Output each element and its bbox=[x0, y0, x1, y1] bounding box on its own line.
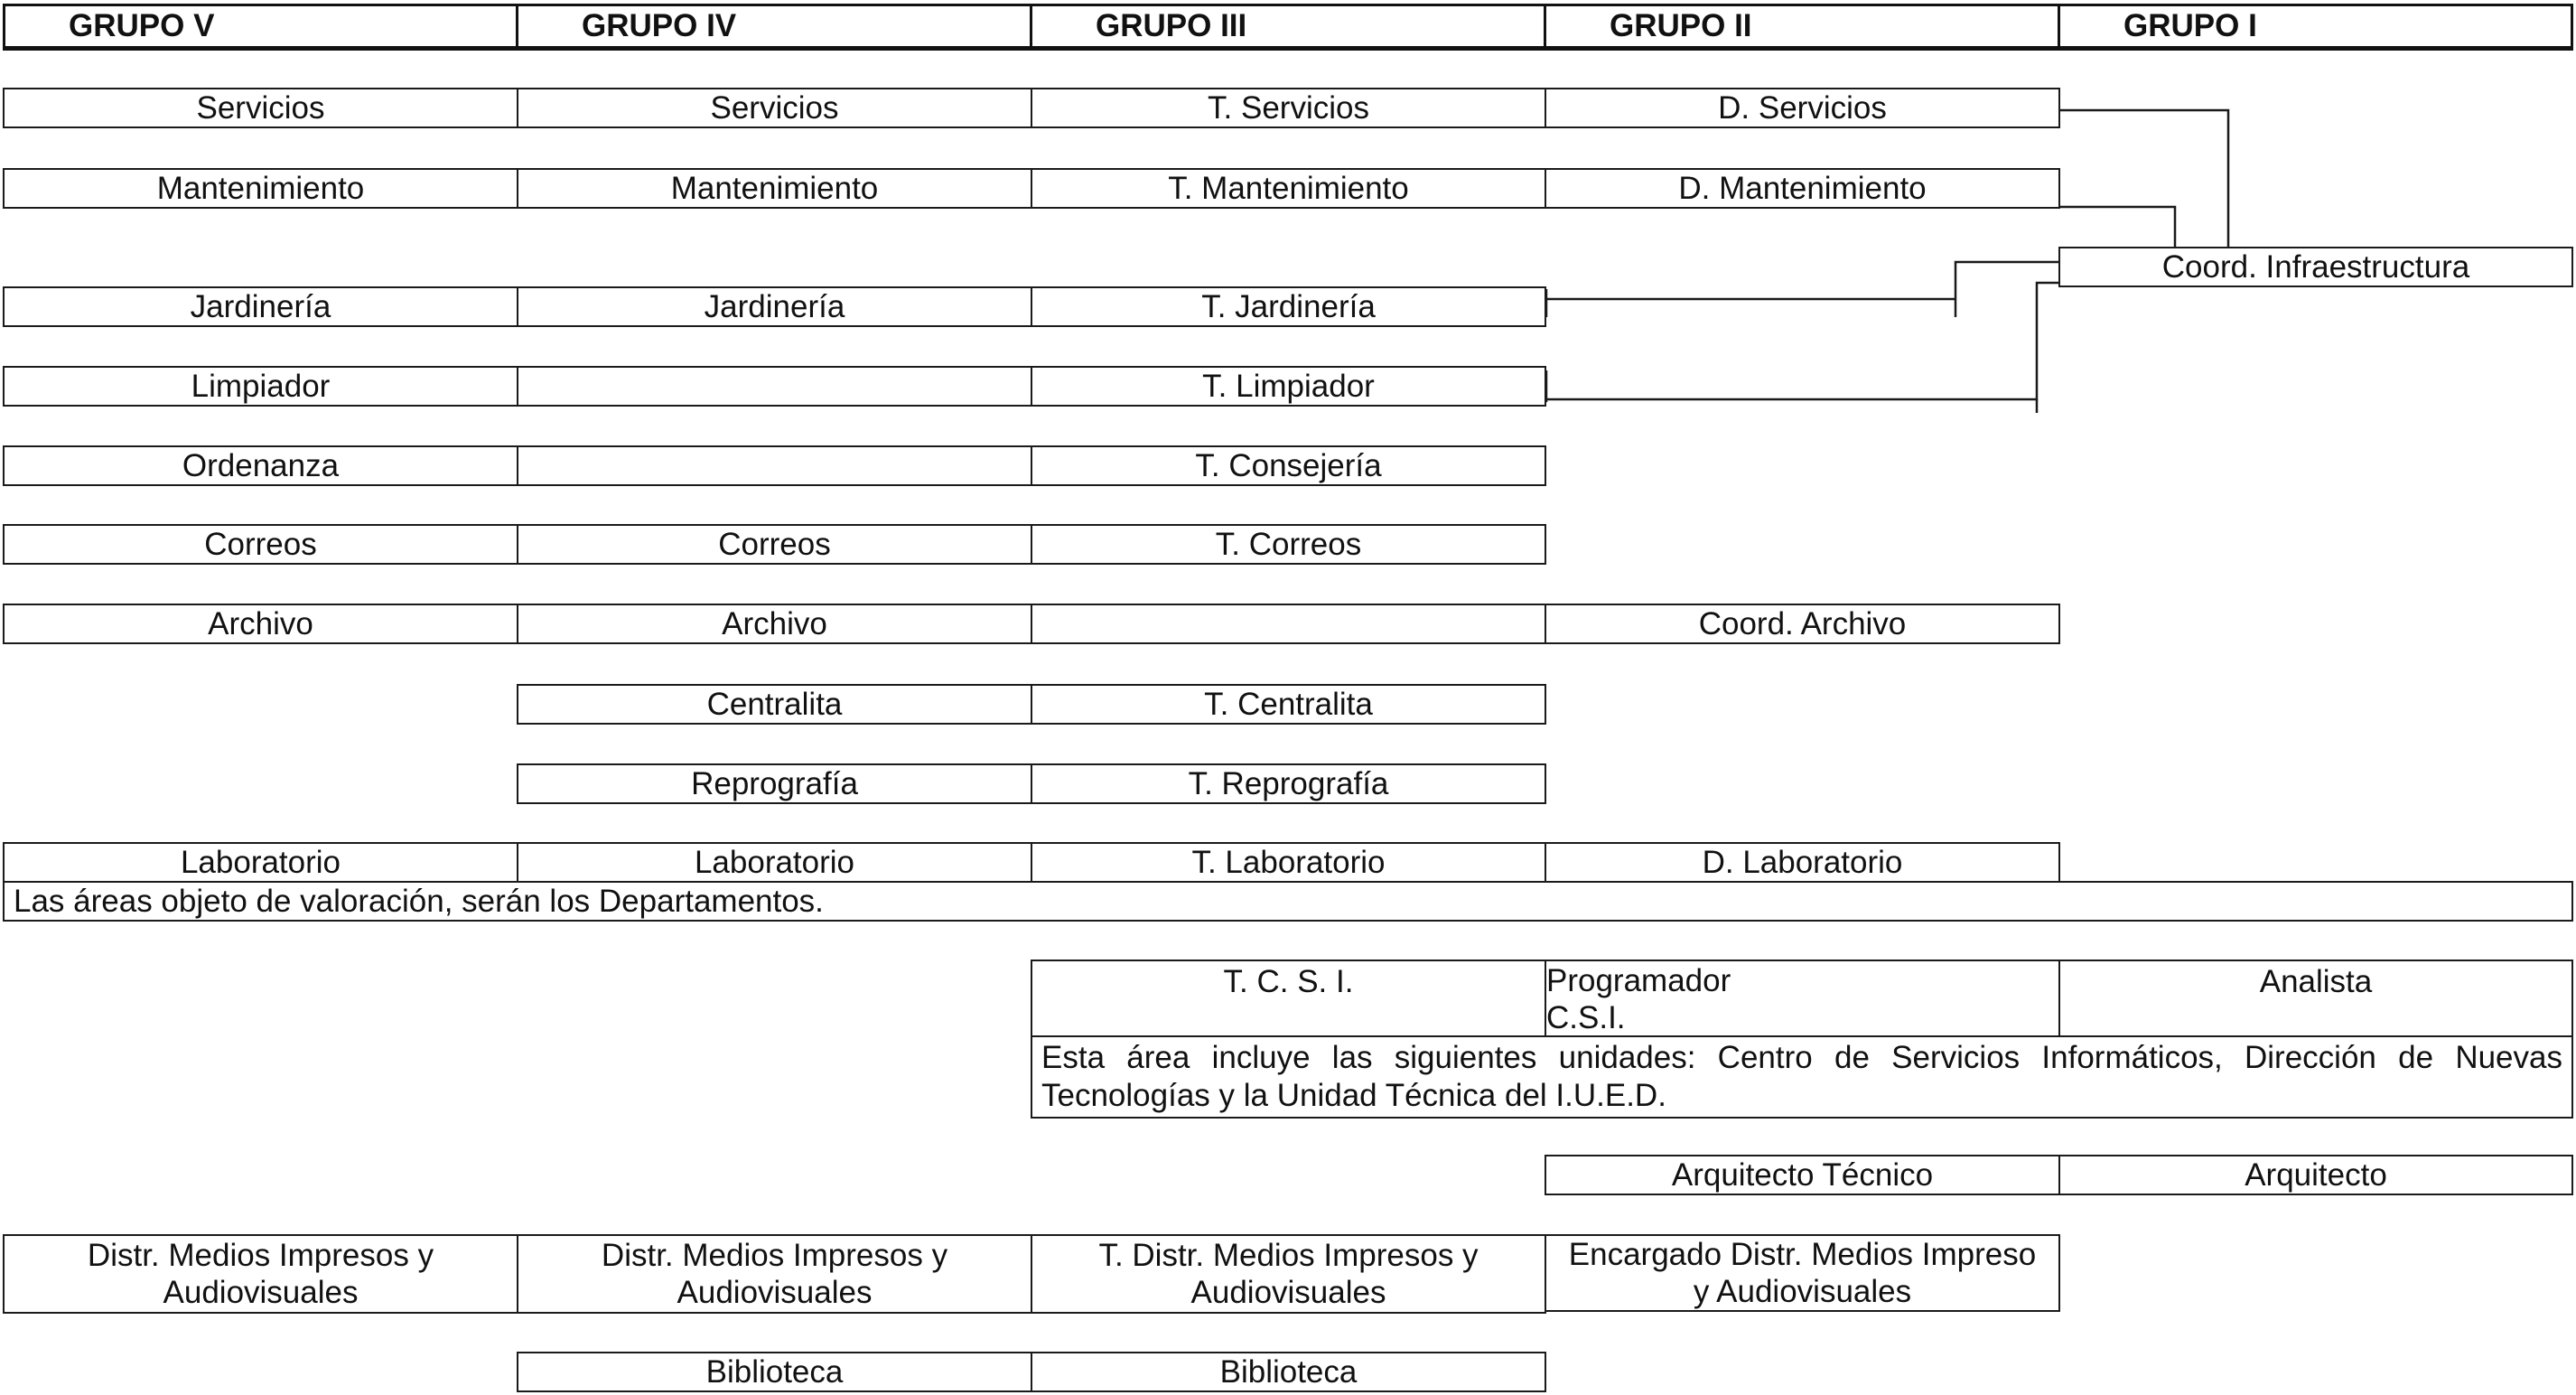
cell-servicios-g2: D. Servicios bbox=[1545, 88, 2060, 128]
connector-limpiador bbox=[1546, 283, 2058, 399]
cell-jardineria-g5: Jardinería bbox=[3, 286, 518, 327]
cell-correos-g4: Correos bbox=[517, 524, 1032, 565]
medios-g5-line-2: Audiovisuales bbox=[163, 1275, 359, 1310]
cell-archivo-g3 bbox=[1031, 604, 1546, 644]
programador-line-2: C.S.I. bbox=[1546, 1000, 1626, 1035]
programador-line-1: Programador bbox=[1546, 963, 1731, 998]
cell-servicios-g3: T. Servicios bbox=[1031, 88, 1546, 128]
cell-correos-g5: Correos bbox=[3, 524, 518, 565]
cell-mantenimiento-g5: Mantenimiento bbox=[3, 168, 518, 209]
cell-arquitecto-tecnico-g2: Arquitecto Técnico bbox=[1545, 1155, 2060, 1195]
medios-g4-line-2: Audiovisuales bbox=[677, 1275, 873, 1310]
header-grupo-v: GRUPO V bbox=[3, 4, 518, 51]
header-grupo-ii: GRUPO II bbox=[1544, 4, 2060, 51]
cell-arquitecto-g1: Arquitecto bbox=[2058, 1155, 2573, 1195]
cell-laboratorio-g2: D. Laboratorio bbox=[1545, 842, 2060, 883]
cell-tcsi-g3: T. C. S. I. bbox=[1031, 960, 1546, 1037]
cell-ordenanza-g3: T. Consejería bbox=[1031, 445, 1546, 486]
header-grupo-i: GRUPO I bbox=[2058, 4, 2573, 51]
laboratorio-note: Las áreas objeto de valoración, serán los Departamentos. bbox=[3, 881, 2573, 922]
cell-archivo-g2: Coord. Archivo bbox=[1545, 604, 2060, 644]
cell-analista-g1: Analista bbox=[2058, 960, 2573, 1037]
cell-mantenimiento-g2: D. Mantenimiento bbox=[1545, 168, 2060, 209]
cell-jardineria-g4: Jardinería bbox=[517, 286, 1032, 327]
cell-archivo-g4: Archivo bbox=[517, 604, 1032, 644]
cell-medios-g4 bbox=[517, 1234, 1032, 1314]
informatica-note: Esta área incluye las siguientes unidades: Centro de Servicios Informáticos, Dirección de Nuevas Tecnologías y la Unidad Técnica del I.U.E.D. bbox=[1031, 1035, 2573, 1119]
medios-g3-line-1: T. Distr. Medios Impresos y bbox=[1098, 1238, 1479, 1273]
cell-archivo-g5: Archivo bbox=[3, 604, 518, 644]
cell-centralita-g4: Centralita bbox=[517, 684, 1032, 725]
cell-medios-g3 bbox=[1031, 1234, 1546, 1314]
cell-correos-g3: T. Correos bbox=[1031, 524, 1546, 565]
cell-laboratorio-g4: Laboratorio bbox=[517, 842, 1032, 883]
medios-g5-line-1: Distr. Medios Impresos y bbox=[87, 1238, 434, 1273]
cell-limpiador-g3: T. Limpiador bbox=[1031, 366, 1546, 407]
cell-coord-infraestructura: Coord. Infraestructura bbox=[2058, 247, 2573, 287]
connector-servicios bbox=[2060, 110, 2228, 247]
cell-limpiador-g5: Limpiador bbox=[3, 366, 518, 407]
cell-ordenanza-g4 bbox=[517, 445, 1032, 486]
cell-mantenimiento-g3: T. Mantenimiento bbox=[1031, 168, 1546, 209]
cell-biblioteca-g4: Biblioteca bbox=[517, 1352, 1032, 1392]
medios-g3-line-2: Audiovisuales bbox=[1190, 1275, 1386, 1310]
medios-g2-line-2: y Audiovisuales bbox=[1693, 1274, 1912, 1309]
cell-reprografia-g4: Reprografía bbox=[517, 763, 1032, 804]
cell-reprografia-g3: T. Reprografía bbox=[1031, 763, 1546, 804]
connector-mantenimiento bbox=[2060, 207, 2175, 247]
cell-medios-g5 bbox=[3, 1234, 518, 1314]
cell-jardineria-g3: T. Jardinería bbox=[1031, 286, 1546, 327]
cell-programador-g2 bbox=[1545, 960, 2060, 1037]
connector-jardineria-b bbox=[1955, 262, 2058, 317]
cell-centralita-g3: T. Centralita bbox=[1031, 684, 1546, 725]
cell-laboratorio-g5: Laboratorio bbox=[3, 842, 518, 883]
cell-mantenimiento-g4: Mantenimiento bbox=[517, 168, 1032, 209]
cell-limpiador-g4 bbox=[517, 366, 1032, 407]
cell-laboratorio-g3: T. Laboratorio bbox=[1031, 842, 1546, 883]
cell-medios-g2 bbox=[1545, 1234, 2060, 1312]
cell-biblioteca-g3: Biblioteca bbox=[1031, 1352, 1546, 1392]
header-grupo-iii: GRUPO III bbox=[1030, 4, 1546, 51]
header-grupo-iv: GRUPO IV bbox=[516, 4, 1032, 51]
medios-g2-line-1: Encargado Distr. Medios Impreso bbox=[1568, 1237, 2037, 1272]
cell-servicios-g4: Servicios bbox=[517, 88, 1032, 128]
medios-g4-line-1: Distr. Medios Impresos y bbox=[601, 1238, 948, 1273]
cell-servicios-g5: Servicios bbox=[3, 88, 518, 128]
cell-ordenanza-g5: Ordenanza bbox=[3, 445, 518, 486]
